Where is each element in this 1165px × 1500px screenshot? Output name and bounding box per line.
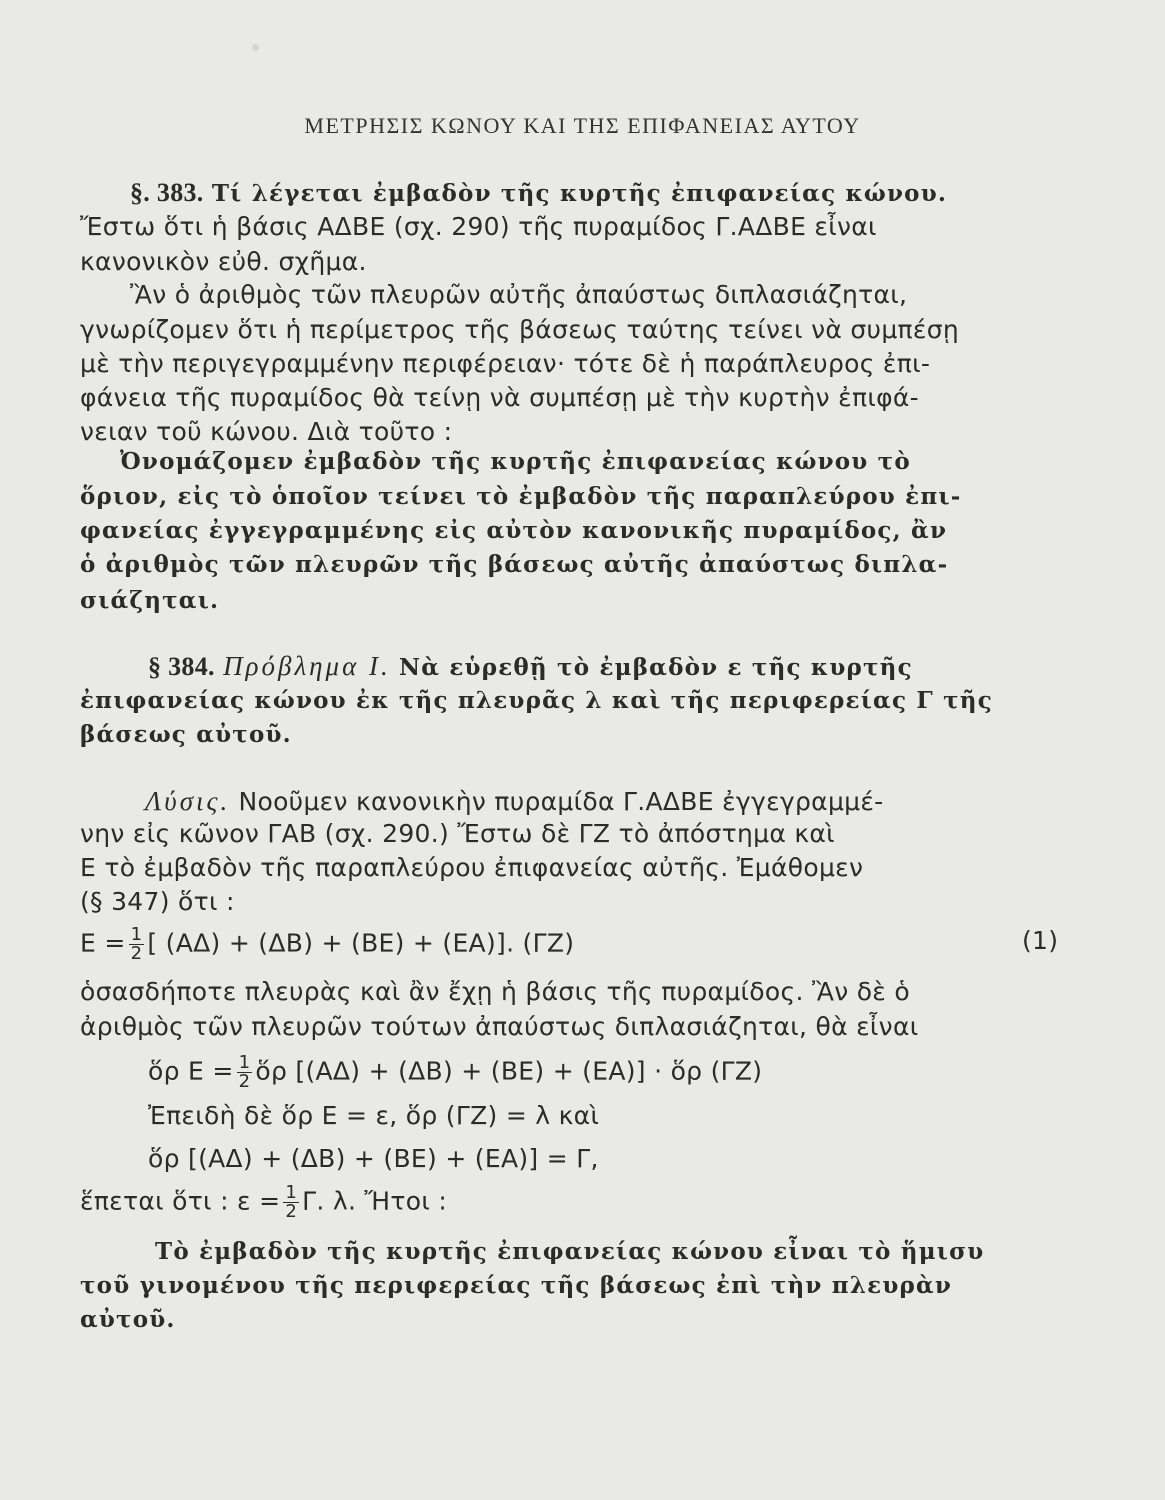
equation-lhs: ἕπεται ὅτι : ε = bbox=[80, 1186, 281, 1216]
paragraph-line: κανονικὸν εὐθ. σχῆμα. bbox=[80, 247, 367, 276]
equation-lhs: ὅρ Ε = bbox=[148, 1056, 234, 1086]
equation-lhs: Ε = bbox=[80, 928, 126, 958]
paragraph-line: νειαν τοῦ κώνου. Διὰ τοῦτο : bbox=[80, 417, 453, 446]
running-head: ΜΕΤΡΗΣΙΣ ΚΩΝΟΥ ΚΑΙ ΤΗΣ ΕΠΙΦΑΝΕΙΑΣ ΑΥΤΟΥ bbox=[304, 113, 861, 138]
paper-speck bbox=[252, 44, 259, 51]
definition-line: φανείας ἐγγεγραμμένης εἰς αὐτὸν κανονικῆς πυραμίδος, ἂν bbox=[80, 517, 948, 544]
paragraph-line: Ἂν ὁ ἀριθμὸς τῶν πλευρῶν αὐτῆς ἀπαύστως διπλασιάζηται, bbox=[130, 280, 908, 309]
definition-line: Ὀνομάζομεν ἐμβαδὸν τῆς κυρτῆς ἐπιφανείας κώνου τὸ bbox=[120, 448, 911, 475]
paragraph-line: νην εἰς κῶνον ΓΑΒ (σχ. 290.) Ἔστω δὲ ΓΖ τὸ ἀπόστημα καὶ bbox=[80, 819, 835, 848]
section-title: Τί λέγεται ἐμβαδὸν τῆς κυρτῆς ἐπιφανείας κώνου. bbox=[211, 180, 948, 207]
paragraph-line: ἀριθμὸς τῶν πλευρῶν τούτων ἀπαύστως διπλασιάζηται, θὰ εἶναι bbox=[80, 1012, 919, 1041]
fraction-one-half: $\frac{1}{2}$ bbox=[285, 1182, 298, 1222]
problem-title-line: βάσεως αὐτοῦ. bbox=[80, 721, 292, 748]
conclusion-line: τοῦ γινομένου τῆς περιφερείας τῆς βάσεως ἐπὶ τὴν πλευρὰν bbox=[80, 1272, 953, 1299]
conclusion-line: αὐτοῦ. bbox=[80, 1306, 176, 1333]
paragraph-line: Ἔστω ὅτι ἡ βάσις ΑΔΒΕ (σχ. 290) τῆς πυραμίδος Γ.ΑΔΒΕ εἶναι bbox=[80, 212, 877, 241]
fraction-one-half: $\frac{1}{2}$ bbox=[238, 1052, 251, 1092]
problem-title-line: ἐπιφανείας κώνου ἐκ τῆς πλευρᾶς λ καὶ τῆς περιφερείας Γ τῆς bbox=[80, 687, 993, 714]
conclusion-line: Τὸ ἐμβαδὸν τῆς κυρτῆς ἐπιφανείας κώνου εἶναι τὸ ἥμισυ bbox=[155, 1238, 985, 1265]
equation-rhs: [ (ΑΔ) + (ΔΒ) + (ΒΕ) + (ΕΑ)]. (ΓΖ) bbox=[147, 928, 575, 958]
paragraph-line: Ε τὸ ἐμβαδὸν τῆς παραπλεύρου ἐπιφανείας αὐτῆς. Ἐμάθομεν bbox=[80, 853, 864, 882]
definition-line: ὁ ἀριθμὸς τῶν πλευρῶν τῆς βάσεως αὐτῆς ἀπαύστως διπλα- bbox=[80, 551, 949, 578]
fraction-one-half: $\frac{1}{2}$ bbox=[130, 924, 143, 964]
paragraph-line: φάνεια τῆς πυραμίδος θὰ τείνῃ νὰ συμπέσῃ μὲ τὴν κυρτὴν ἐπιφά- bbox=[80, 383, 919, 412]
definition-line: ὅριον, εἰς τὸ ὁποῖον τείνει τὸ ἐμβαδὸν τῆς παραπλεύρου ἐπι- bbox=[80, 483, 962, 510]
paragraph-line: ὁσασδήποτε πλευρὰς καὶ ἂν ἔχῃ ἡ βάσις τῆς πυραμίδος. Ἂν δὲ ὁ bbox=[80, 977, 910, 1006]
equation-1 bbox=[80, 926, 1080, 963]
equation-rhs: ὅρ [(ΑΔ) + (ΔΒ) + (ΒΕ) + (ΕΑ)] · ὅρ (ΓΖ) bbox=[255, 1056, 763, 1086]
problem-title: Νὰ εὑρεθῇ τὸ ἐμβαδὸν ε τῆς κυρτῆς bbox=[399, 654, 913, 681]
paragraph-text: Νοοῦμεν κανονικὴν πυραμίδα Γ.ΑΔΒΕ ἐγγεγραμμέ- bbox=[238, 787, 884, 816]
solution-first-line bbox=[145, 786, 1145, 817]
equation-3: Ἐπειδὴ δὲ ὅρ Ε = ε, ὅρ (ΓΖ) = λ καὶ bbox=[148, 1101, 600, 1130]
solution-label: Λύσις. bbox=[145, 786, 231, 816]
problem-label: Πρόβλημα Ι. bbox=[223, 651, 391, 681]
section-number: § 384. bbox=[148, 652, 215, 681]
equation-rhs: Γ. λ. Ἤτοι : bbox=[302, 1186, 448, 1216]
section-384-heading bbox=[148, 651, 1148, 682]
paragraph-line: (§ 347) ὅτι : bbox=[80, 887, 235, 916]
section-number: §. 383. bbox=[130, 178, 204, 207]
equation-4: ὅρ [(ΑΔ) + (ΔΒ) + (ΒΕ) + (ΕΑ)] = Γ, bbox=[148, 1144, 599, 1173]
equation-2 bbox=[148, 1054, 1148, 1091]
equation-5 bbox=[80, 1184, 1080, 1221]
equation-number: (1) bbox=[1022, 926, 1059, 955]
section-383-heading bbox=[130, 178, 1130, 208]
definition-line: σιάζηται. bbox=[80, 587, 220, 614]
paragraph-line: μὲ τὴν περιγεγραμμένην περιφέρειαν· τότε δὲ ἡ παράπλευρος ἐπι- bbox=[80, 349, 931, 378]
paragraph-line: γνωρίζομεν ὅτι ἡ περίμετρος τῆς βάσεως ταύτης τείνει νὰ συμπέσῃ bbox=[80, 315, 959, 344]
